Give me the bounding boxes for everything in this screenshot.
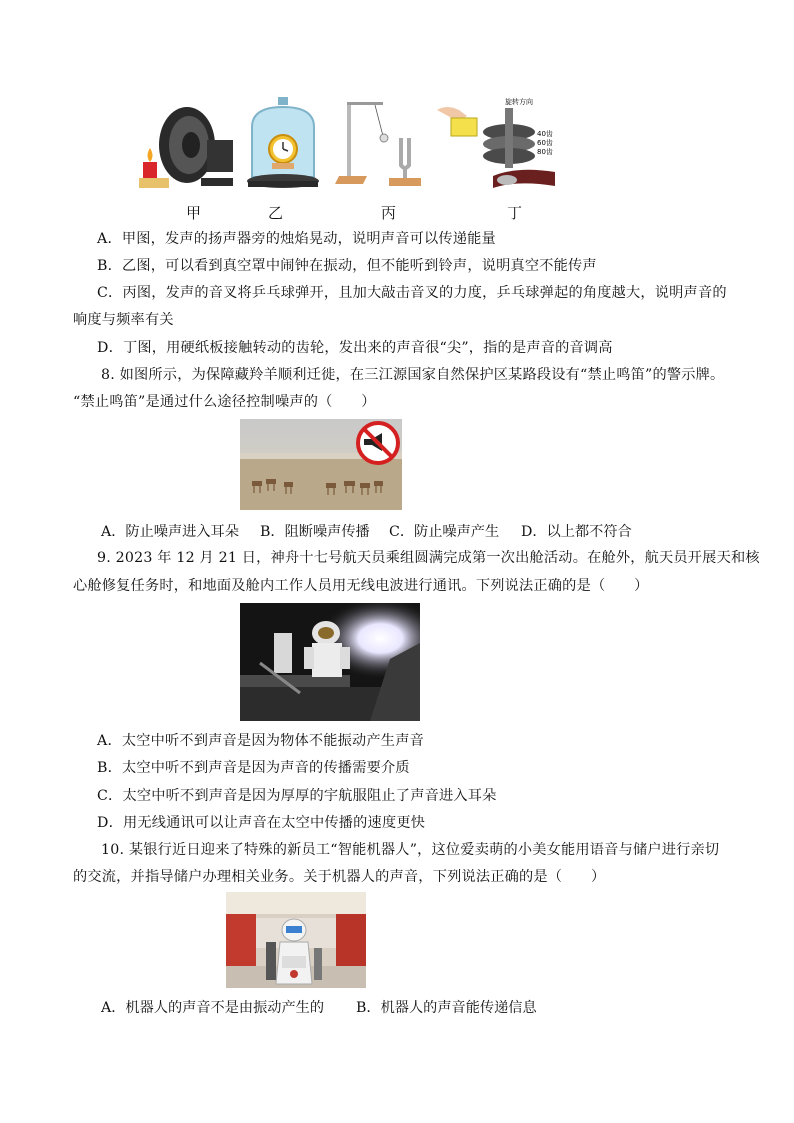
caption-bing: 丙 <box>381 204 397 222</box>
q7-option-c: C．丙图，发声的音叉将乒乓球弹开，且加大敲击音叉的力度，乒乓球弹起的角度越大，说明声音的 <box>97 285 727 301</box>
no-honking-sign-icon <box>358 423 398 463</box>
q10-stem-line1: 10. 某银行近日迎来了特殊的新员工“智能机器人”，这位爱卖萌的小美女能用语音与储户进行亲切 <box>101 842 720 858</box>
rotation-direction-label: 旋转方向 <box>505 98 533 106</box>
q8-stem-line1: 8. 如图所示，为保障藏羚羊顺利迁徙，在三江源国家自然保护区某路段设有“禁止鸣笛”的警示牌。 <box>101 367 725 383</box>
q10-stem-line2: 的交流，并指导储户办理相关业务。关于机器人的声音，下列说法正确的是（ ） <box>73 869 606 885</box>
gear-80-label: 80齿 <box>537 148 553 156</box>
antelope-no-honking-photo <box>240 419 402 510</box>
q9-option-a: A．太空中听不到声音是因为物体不能振动产生声音 <box>97 733 424 749</box>
caption-jia: 甲 <box>186 204 202 222</box>
gear-60-label: 60齿 <box>537 139 553 147</box>
q9-option-c: C．太空中听不到声音是因为厚厚的宇航服阻止了声音进入耳朵 <box>97 788 497 804</box>
astronaut-spacewalk-photo <box>240 603 420 721</box>
gear-40-label: 40齿 <box>537 130 553 138</box>
q7-option-c-cont: 响度与频率有关 <box>73 312 174 328</box>
q7-option-a: A．甲图，发声的扬声器旁的烛焰晃动，说明声音可以传递能量 <box>97 231 496 247</box>
tuning-fork-pendulum-illustration <box>333 98 433 192</box>
q8-option-c: C．防止噪声产生 <box>389 524 500 540</box>
q7-option-d: D．丁图，用硬纸板接触转动的齿轮，发出来的声音很“尖”，指的是声音的音调高 <box>97 340 613 356</box>
caption-ding: 丁 <box>507 204 523 222</box>
q8-stem-line2: “禁止鸣笛”是通过什么途径控制噪声的（ ） <box>73 394 376 410</box>
q9-option-b: B．太空中听不到声音是因为声音的传播需要介质 <box>97 760 410 776</box>
q8-option-a: A．防止噪声进入耳朵 <box>101 524 239 540</box>
q10-option-b: B．机器人的声音能传递信息 <box>356 1000 537 1016</box>
q9-option-d: D．用无线通讯可以让声音在太空中传播的速度更快 <box>97 815 426 831</box>
speaker-candle-illustration <box>135 100 235 192</box>
bell-jar-clock-illustration <box>242 97 324 193</box>
q10-option-a: A．机器人的声音不是由振动产生的 <box>101 1000 325 1016</box>
q7-option-b: B．乙图，可以看到真空罩中闹钟在振动，但不能听到铃声，说明真空不能传声 <box>97 258 597 274</box>
q9-stem-line1: 9. 2023 年 12 月 21 日，神舟十七号航天员乘组圆满完成第一次出舱活动。在舱外，航天员开展天和核 <box>97 550 760 566</box>
caption-yi: 乙 <box>268 204 284 222</box>
bank-robot-photo <box>226 892 366 988</box>
q9-stem-line2: 心舱修复任务时，和地面及舱内工作人员用无线电波进行通讯。下列说法正确的是（ ） <box>73 578 649 594</box>
q8-option-b: B．阻断噪声传播 <box>260 524 370 540</box>
q8-option-d: D．以上都不符合 <box>521 524 632 540</box>
gears-card-illustration <box>437 96 565 192</box>
